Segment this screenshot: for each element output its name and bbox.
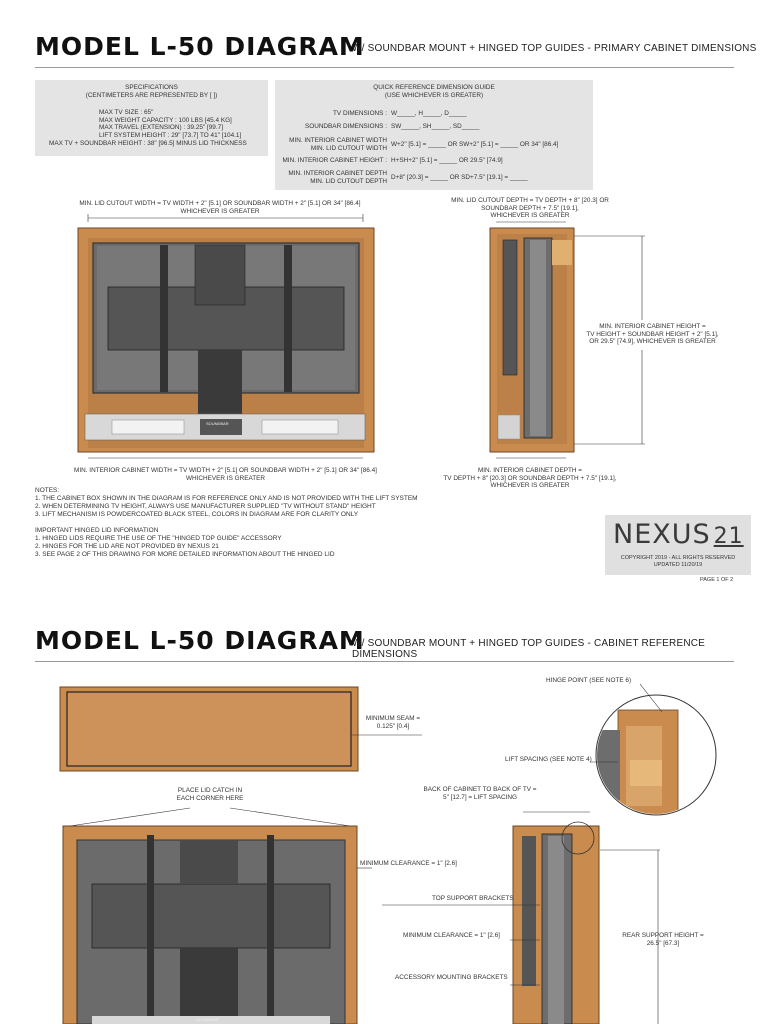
hinge-note-line: 1. HINGED LIDS REQUIRE THE USE OF THE "HINGED TOP GUIDE" ACCESSORY xyxy=(35,535,282,542)
min-seam-label: MINIMUM SEAM = 0.125" [0.4] xyxy=(365,715,421,730)
hinge-note-line: IMPORTANT HINGED LID INFORMATION xyxy=(35,527,159,534)
note-line: 2. WHEN DETERMINING TV HEIGHT, ALWAYS USE MANUFACTURER SUPPLIED "TV WITHOUT STAND" HEIGHT xyxy=(35,503,376,510)
cabinet-side-view-page2 xyxy=(382,812,660,1024)
hinge-note-line: 2. HINGES FOR THE LID ARE NOT PROVIDED BY NEXUS 21 xyxy=(35,543,219,550)
dim-cabinet-height: MIN. INTERIOR CABINET HEIGHT = TV HEIGHT + SOUNDBAR HEIGHT + 2" [5.1], OR 29.5" [74.9], WHICHEVER IS GREATER xyxy=(586,323,719,346)
quickref-label-soundbar: SOUNDBAR DIMENSIONS : xyxy=(304,123,387,130)
quickref-value-tv: W_____, H_____, D_____ xyxy=(391,110,467,117)
soundbar-label: SOUNDBAR xyxy=(206,421,229,426)
rear-support-height-label: REAR SUPPORT HEIGHT = 26.5" [67.3] xyxy=(622,932,704,947)
copyright-text: COPYRIGHT 2019 - ALL RIGHTS RESERVED xyxy=(620,555,736,561)
specs-subheader: (CENTIMETERS ARE REPRESENTED BY [ ]) xyxy=(85,91,218,99)
quickref-subheader: (USE WHICHEVER IS GREATER) xyxy=(384,91,484,99)
page-subtitle: W/ SOUNDBAR MOUNT + HINGED TOP GUIDES - PRIMARY CABINET DIMENSIONS xyxy=(352,43,757,54)
quickref-label-width: MIN. INTERIOR CABINET WIDTH MIN. LID CUTOUT WIDTH xyxy=(289,137,387,152)
spec-line: MAX TV + SOUNDBAR HEIGHT : 38" [96.5] MINUS LID THICKNESS xyxy=(49,139,247,147)
spec-line: LIFT SYSTEM HEIGHT : 29" [73.7] TO 41" [104.1] xyxy=(99,131,242,139)
specs-header: SPECIFICATIONS xyxy=(125,84,178,91)
top-support-brackets-label: TOP SUPPORT BRACKETS xyxy=(432,895,514,902)
cabinet-front-view-page2 xyxy=(63,808,372,1024)
note-line: 1. THE CABINET BOX SHOWN IN THE DIAGRAM IS FOR REFERENCE ONLY AND IS NOT PROVIDED WITH THE LIFT SYSTEM xyxy=(35,495,418,502)
hinge-point-label: HINGE POINT (SEE NOTE 6) xyxy=(546,677,632,684)
note-line: NOTES: xyxy=(35,487,60,494)
quickref-value-depth: D+8" [20.3] = _____ OR SD+7.5" [19.1] = _____ xyxy=(391,174,528,181)
lift-spacing-label: LIFT SPACING (SEE NOTE 4) xyxy=(505,756,592,763)
spec-line: MAX TRAVEL (EXTENSION) : 39.25" [99.7] xyxy=(99,124,223,132)
note-line: 3. LIFT MECHANISM IS POWDERCOATED BLACK STEEL, COLORS IN DIAGRAM ARE FOR CLARITY ONLY xyxy=(35,511,359,518)
updated-text: UPDATED 11/20/19 xyxy=(653,562,703,568)
soundbar-label-page2: SOUNDBAR xyxy=(196,1017,219,1022)
quickref-label-tv: TV DIMENSIONS : xyxy=(333,110,387,117)
dim-lid-cutout-width: MIN. LID CUTOUT WIDTH = TV WIDTH + 2" [5.1] OR SOUNDBAR WIDTH + 2" [5.1] OR 34" [86.4] WHICHEVER IS GREATER xyxy=(79,200,361,215)
page2-title: MODEL L-50 DIAGRAM xyxy=(35,626,365,655)
minimum-clearance-label-1: MINIMUM CLEARANCE = 1" [2.6] xyxy=(360,860,457,867)
minimum-clearance-label-2: MINIMUM CLEARANCE = 1" [2.6] xyxy=(403,932,500,939)
page-title: MODEL L-50 DIAGRAM xyxy=(35,32,365,61)
quickref-value-soundbar: SW_____, SH_____, SD_____ xyxy=(391,123,480,130)
spec-line: MAX WEIGHT CAPACITY : 100 LBS [45.4 KG] xyxy=(99,116,232,124)
quickref-value-width: W+2" [5.1] = _____ OR SW+2" [5.1] = _____ OR 34" [86.4] xyxy=(391,141,559,148)
quickref-value-height: H+SH+2" [5.1] = _____ OR 29.5" [74.9] xyxy=(391,157,503,164)
quickref-label-height: MIN. INTERIOR CABINET HEIGHT : xyxy=(282,157,387,164)
dim-cabinet-width: MIN. INTERIOR CABINET WIDTH = TV WIDTH + 2" [5.1] OR SOUNDBAR WIDTH + 2" [5.1] OR 34" [86.4] WHICHEVER IS GREATER xyxy=(74,467,377,482)
hinge-detail-view xyxy=(590,684,716,830)
dim-lid-cutout-depth: MIN. LID CUTOUT DEPTH = TV DEPTH + 8" [20.3] OR SOUNDBAR DEPTH + 7.5" [19.1], WHICHEVER IS GREATER xyxy=(451,197,609,220)
page-number: PAGE 1 OF 2 xyxy=(700,577,734,583)
brand-name: NEXUS xyxy=(613,519,711,550)
brand-number: 21 xyxy=(713,524,744,549)
spec-line: MAX TV SIZE : 65" xyxy=(99,109,154,117)
page2-subtitle: W/ SOUNDBAR MOUNT + HINGED TOP GUIDES - CABINET REFERENCE DIMENSIONS xyxy=(352,638,706,660)
accessory-mounting-brackets-label: ACCESSORY MOUNTING BRACKETS xyxy=(395,974,508,981)
back-of-cabinet-label: BACK OF CABINET TO BACK OF TV = 5" [12.7] = LIFT SPACING xyxy=(423,786,537,801)
dim-cabinet-depth: MIN. INTERIOR CABINET DEPTH = TV DEPTH + 8" [20.3] OR SOUNDBAR DEPTH + 7.5" [19.1], WHICHEVER IS GREATER xyxy=(443,467,617,490)
lid-catch-label: PLACE LID CATCH IN EACH CORNER HERE xyxy=(176,787,244,802)
quickref-label-depth: MIN. INTERIOR CABINET DEPTH MIN. LID CUTOUT DEPTH xyxy=(288,170,387,185)
hinge-note-line: 3. SEE PAGE 2 OF THIS DRAWING FOR MORE DETAILED INFORMATION ABOUT THE HINGED LID xyxy=(35,551,335,558)
quickref-header: QUICK REFERENCE DIMENSION GUIDE xyxy=(373,84,495,91)
